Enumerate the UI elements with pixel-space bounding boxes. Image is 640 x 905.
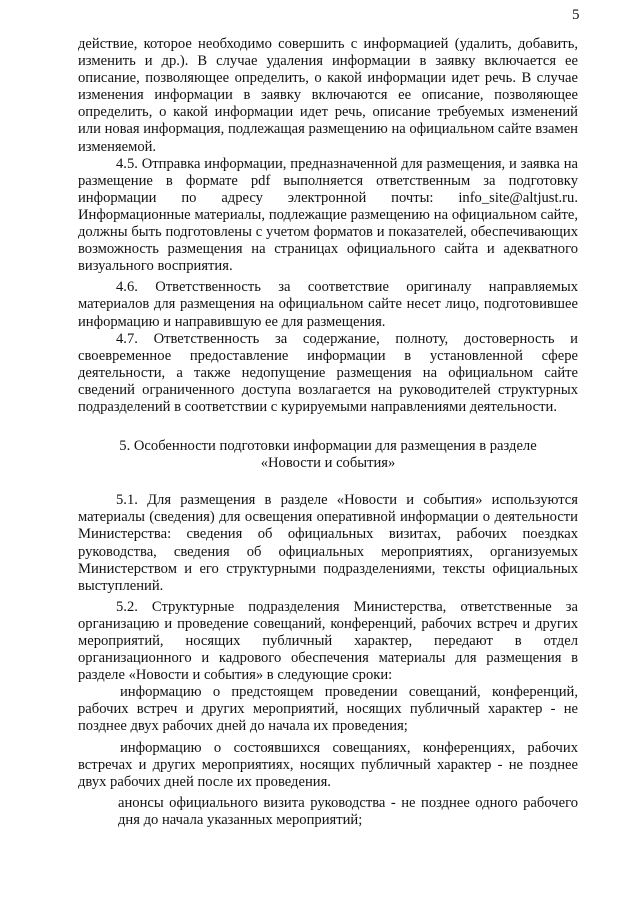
paragraph-5-1: 5.1. Для размещения в разделе «Новости и события» используются материалы (сведения) для освещения оперативной информации о деятельности Министерства: сведения об официальных визитах, рабочих поездках руководства, сведения об официальных мероприятиях, организуемых Министерством и его структурными подразделениями, тексты официальных выступлений. (78, 492, 578, 594)
section-heading-line-2: «Новости и события» (260, 455, 396, 472)
paragraph-continuation: действие, которое необходимо совершить с информацией (удалить, добавить, изменить и др.). В случае удаления информации в заявку включается ее описание, позволяющее определить, о какой информации идет речь. В случае изменения информации в заявку включаются ее описание, позволяющее определить, о какой информации идет речь, описание требуемых изменений или новая информация, подлежащая размещению на официальном сайте взамен изменяемой. (78, 36, 578, 155)
list-item-upcoming: информацию о предстоящем проведении совещаний, конференций, рабочих встреч и других мероприятий, носящих публичный характер - не позднее двух рабочих дней до начала их проведения; (78, 684, 578, 735)
list-item-completed: информацию о состоявшихся совещаниях, конференциях, рабочих встречах и других мероприятиях, носящих публичный характер - не позднее двух рабочих дней после их проведения. (78, 739, 578, 790)
section-heading (78, 438, 578, 472)
paragraph-4-6: 4.6. Ответственность за соответствие оригиналу направляемых материалов для размещения на официальном сайте несет лицо, подготовившее информацию и направившую ее для размещения. (78, 279, 578, 330)
page-number: 5 (572, 7, 580, 23)
document-body (78, 36, 578, 829)
paragraph-4-7: 4.7. Ответственность за содержание, полноту, достоверность и своевременное предоставление информации в установленной сфере деятельности, а также недопущение размещения на официальном сайте сведений ограниченного доступа возлагается на руководителей структурных подразделений в соответствии с курируемыми направлениями деятельности. (78, 330, 578, 415)
paragraph-5-2: 5.2. Структурные подразделения Министерства, ответственные за организацию и проведение совещаний, конференций, рабочих встреч и других мероприятий, носящих публичный характер, передают в отдел организационного и кадрового обеспечения материалы для размещения в разделе «Новости и события» в следующие сроки: (78, 598, 578, 684)
paragraph-4-5: 4.5. Отправка информации, предназначенной для размещения, и заявка на размещение в формате pdf выполняется ответственным за подготовку информации по адресу электронной почты: info_site@altjust.ru. Информационные материалы, подлежащие размещению на официальном сайте, должны быть подготовлены с учетом форматов и показателей, обеспечивающих возможность размещения на страницах официального сайта и адекватного визуального восприятия. (78, 155, 578, 275)
section-heading-line-1: 5. Особенности подготовки информации для размещения в разделе (119, 438, 537, 455)
list-item-announcements: анонсы официального визита руководства - не позднее одного рабочего дня до начала указанных мероприятий; (118, 794, 578, 828)
